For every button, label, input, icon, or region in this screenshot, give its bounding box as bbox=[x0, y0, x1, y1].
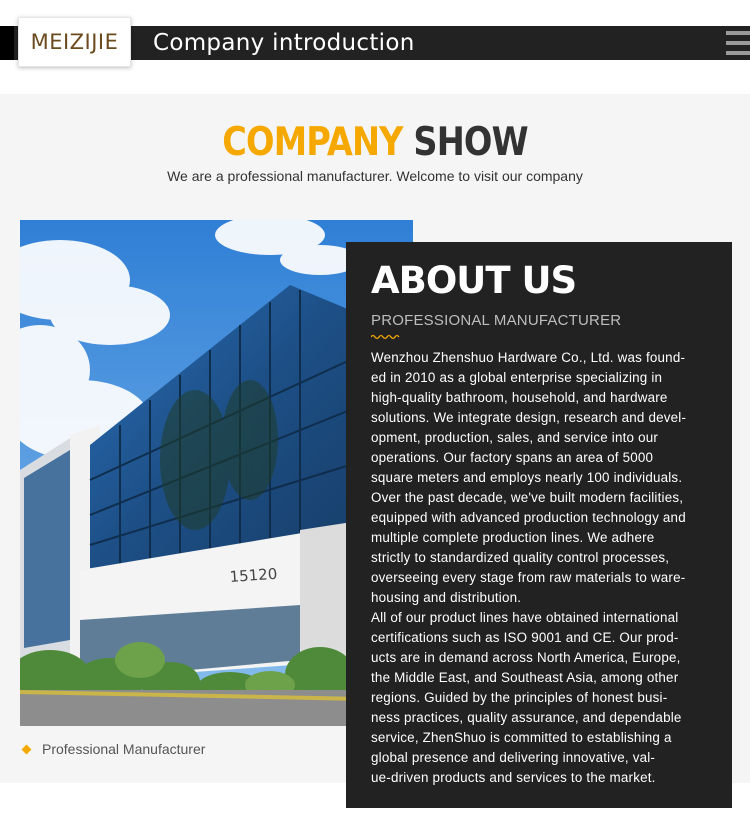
wave-divider-icon bbox=[371, 334, 401, 340]
about-title: ABOUT US bbox=[371, 259, 577, 302]
about-line: strictly to standardized quality control processes, bbox=[371, 550, 670, 565]
about-line: square meters and employs nearly 100 individuals. bbox=[371, 470, 683, 485]
about-line: Wenzhou Zhenshuo Hardware Co., Ltd. was found- bbox=[371, 350, 686, 365]
about-line: the Middle East, and Southeast Asia, among other bbox=[371, 670, 679, 685]
about-line: ed in 2010 as a global enterprise specializing in bbox=[371, 370, 663, 385]
about-line: ness practices, quality assurance, and dependable bbox=[371, 710, 682, 725]
building-number: 15120 bbox=[229, 564, 278, 586]
logo[interactable] bbox=[18, 17, 131, 67]
about-line: global presence and delivering innovative, val- bbox=[371, 750, 656, 765]
about-line: ue-driven products and services to the market. bbox=[371, 770, 656, 785]
about-line: overseeing every stage from raw materials to ware- bbox=[371, 570, 686, 585]
about-line: All of our product lines have obtained international bbox=[371, 610, 679, 625]
about-line: multiple complete production lines. We adhere bbox=[371, 530, 655, 545]
photo-caption bbox=[20, 738, 205, 760]
caption-text: Professional Manufacturer bbox=[42, 741, 206, 757]
diamond-bullet-icon bbox=[22, 744, 32, 754]
about-line: opment, production, sales, and service into our bbox=[371, 430, 659, 445]
menu-line bbox=[726, 31, 750, 35]
about-line: housing and distribution. bbox=[371, 590, 522, 605]
about-us-card bbox=[346, 242, 732, 808]
section-title bbox=[53, 121, 698, 165]
about-line: Over the past decade, we've built modern facilities, bbox=[371, 490, 684, 505]
about-line: solutions. We integrate design, research and devel- bbox=[371, 410, 687, 425]
about-line: certifications such as ISO 9001 and CE. Our prod- bbox=[371, 630, 679, 645]
menu-line bbox=[726, 51, 750, 55]
about-body bbox=[371, 348, 712, 788]
section-title-rest: SHOW bbox=[413, 120, 528, 165]
logo-text: MEIZIJIE bbox=[30, 30, 119, 54]
page-title: Company introduction bbox=[153, 30, 415, 56]
about-line: operations. Our factory spans an area of 5000 bbox=[371, 450, 654, 465]
section-subtitle: We are a professional manufacturer. Welcome to visit our company bbox=[167, 168, 583, 184]
about-line: ucts are in demand across North America, Europe, bbox=[371, 650, 681, 665]
about-subtitle: PROFESSIONAL MANUFACTURER bbox=[371, 312, 622, 329]
menu-line bbox=[726, 41, 750, 45]
about-line: service, ZhenShuo is committed to establishing a bbox=[371, 730, 672, 745]
section-title-highlight: COMPANY bbox=[222, 120, 403, 165]
about-line: equipped with advanced production technology and bbox=[371, 510, 686, 525]
about-line: high-quality bathroom, household, and hardware bbox=[371, 390, 668, 405]
hamburger-menu-icon[interactable] bbox=[726, 28, 750, 58]
about-line: regions. Guided by the principles of honest busi- bbox=[371, 690, 668, 705]
header-accent bbox=[0, 26, 14, 60]
